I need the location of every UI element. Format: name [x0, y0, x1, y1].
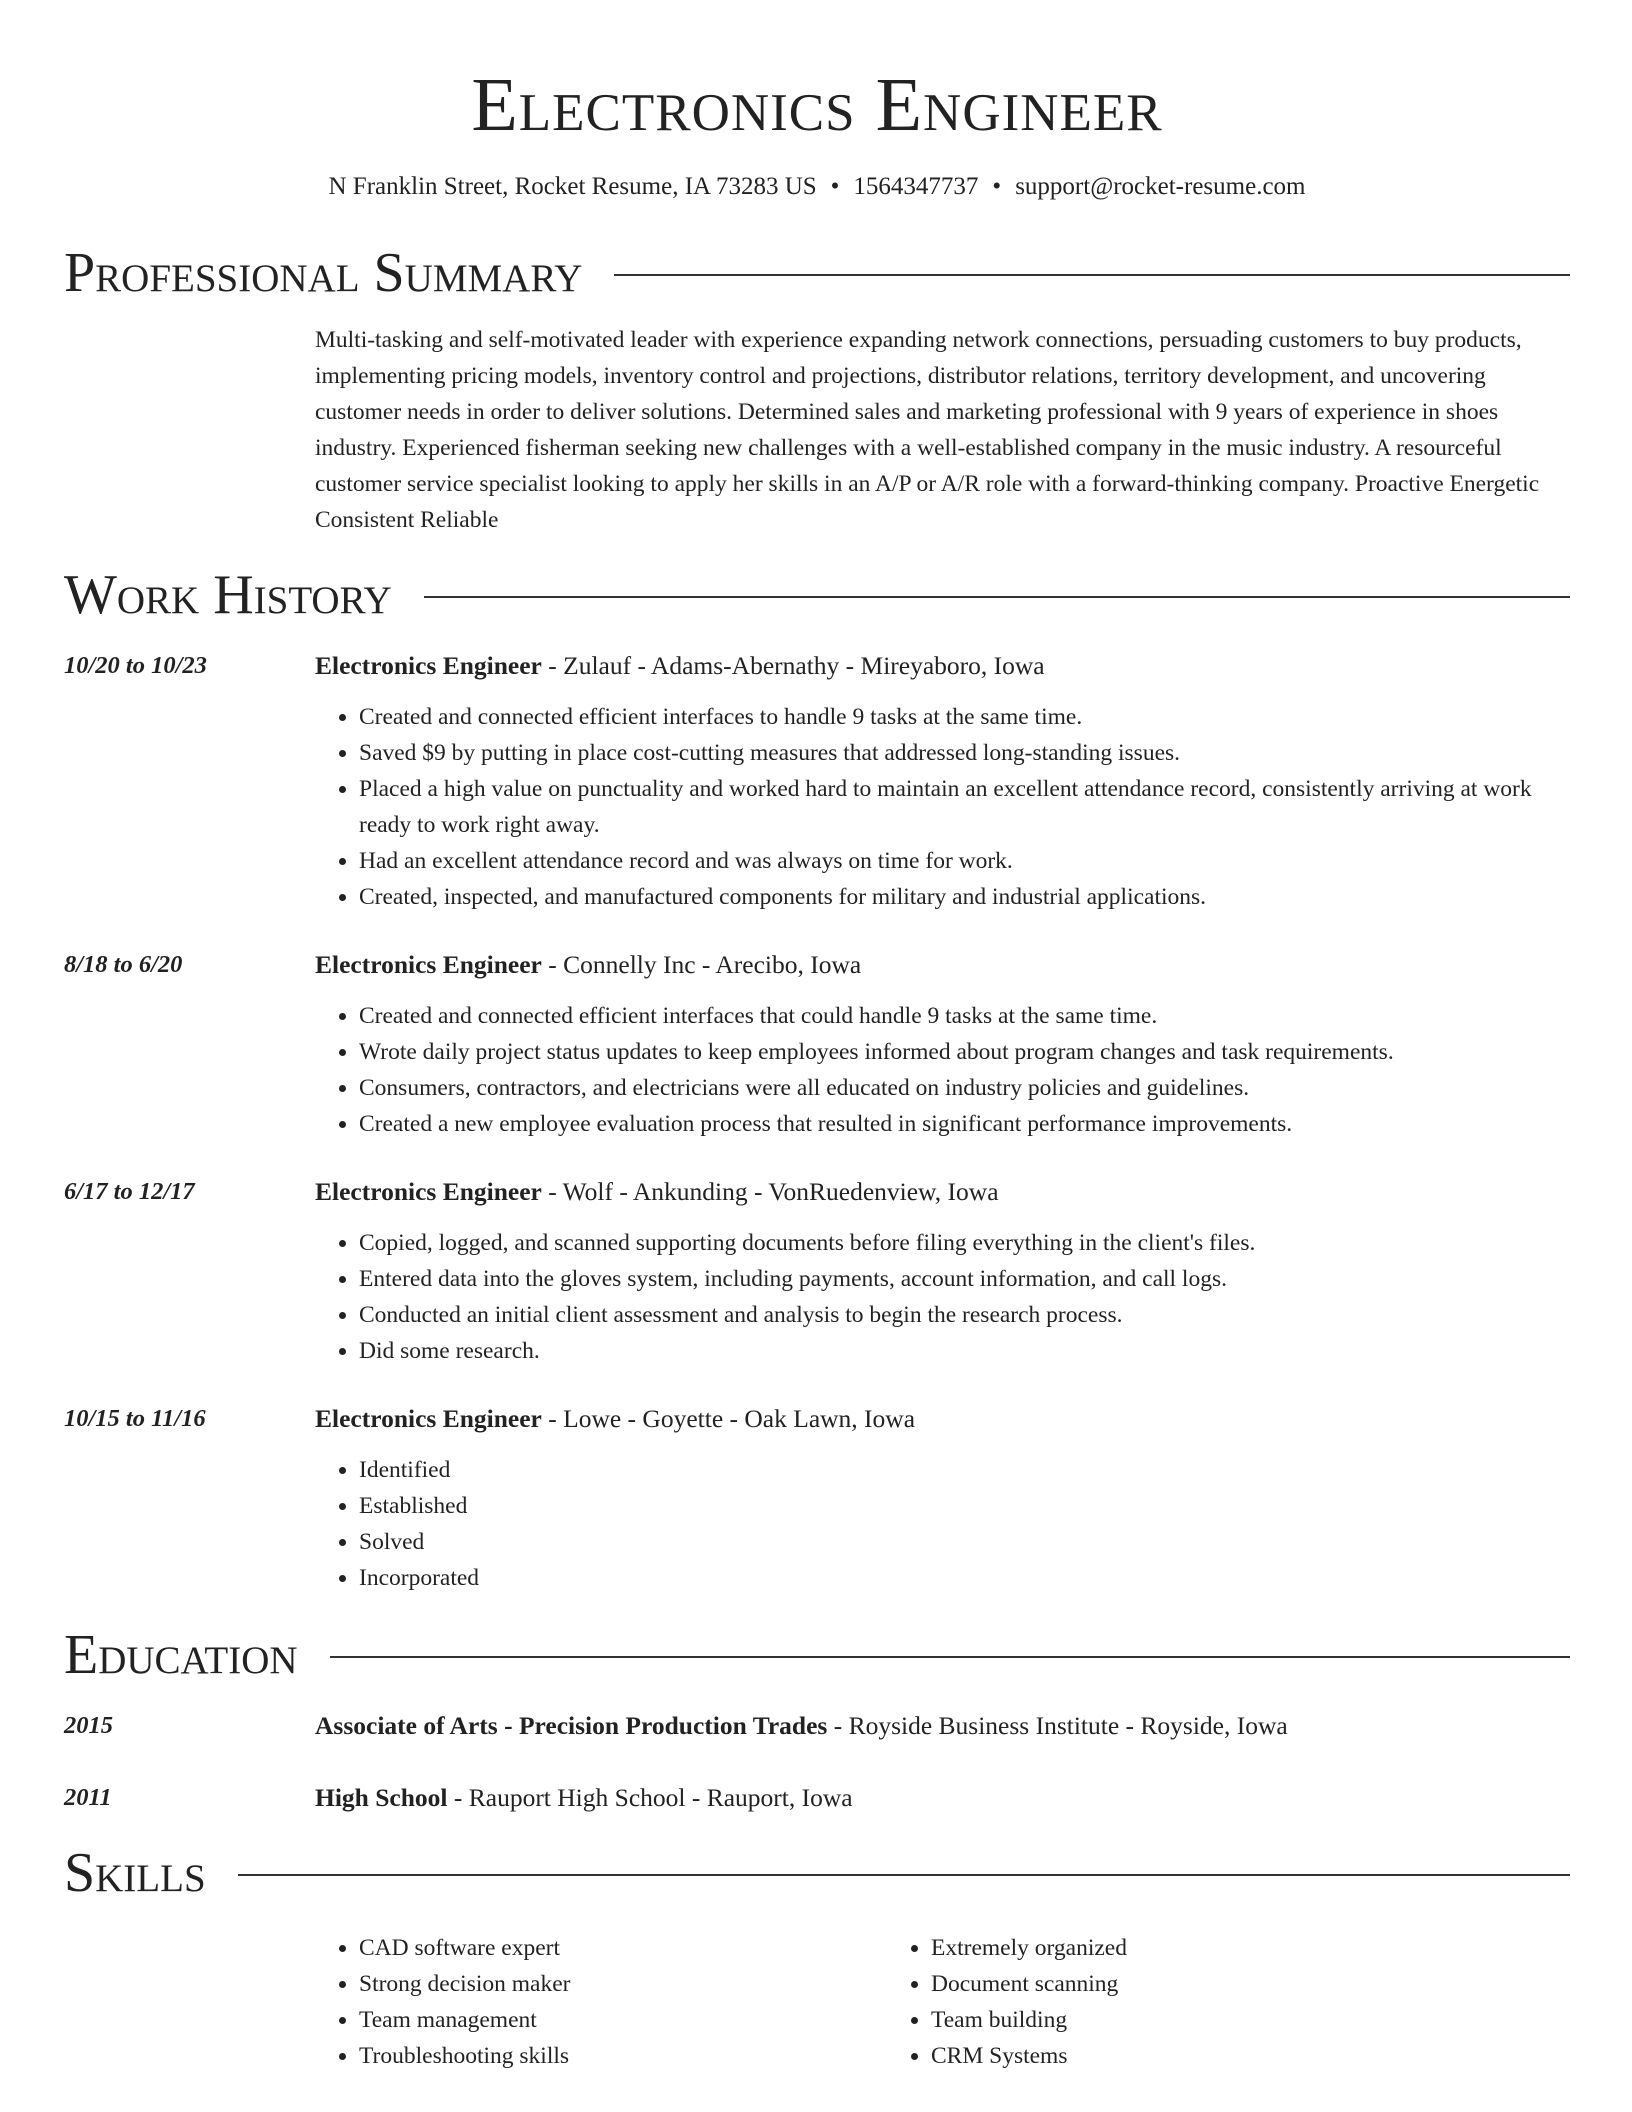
education-details: - Royside Business Institute - Royside, Iowa	[827, 1711, 1288, 1740]
contact-separator: •	[830, 173, 840, 200]
job-bullet: • Conducted an initial client assessment and analysis to begin the research process.	[359, 1297, 1570, 1333]
job-title-line	[315, 1174, 1570, 1210]
job-details: - Connelly Inc - Arecibo, Iowa	[541, 950, 862, 979]
education-list	[64, 1708, 1570, 1816]
skill-item: • Strong decision maker	[359, 1966, 887, 2002]
skills-list-right	[887, 1930, 1459, 2074]
education-entry	[64, 1708, 1570, 1744]
skill-item: • Team building	[931, 2002, 1459, 2038]
job-body	[315, 1174, 1570, 1369]
job-details: - Lowe - Goyette - Oak Lawn, Iowa	[541, 1404, 916, 1433]
skills-list-left	[315, 1930, 887, 2074]
job-dates: 10/15 to 11/16	[64, 1405, 206, 1432]
job-body	[315, 947, 1570, 1142]
education-body	[315, 1708, 1570, 1744]
job-entry	[64, 947, 1570, 1142]
job-body	[315, 648, 1570, 915]
skill-item: • Troubleshooting skills	[359, 2038, 887, 2074]
job-title-line	[315, 648, 1570, 684]
education-body	[315, 1780, 1570, 1816]
job-details: - Zulauf - Adams-Abernathy - Mireyaboro, Iowa	[541, 651, 1045, 680]
skills-heading: Skills	[64, 1842, 206, 1904]
summary-section-header	[64, 238, 1570, 308]
skills-section-header	[64, 1838, 1570, 1908]
job-bullets	[315, 1225, 1570, 1369]
job-bullet: • Placed a high value on punctuality and worked hard to maintain an excellent attendance record, consistently arriving at work ready to work right away.	[359, 771, 1570, 843]
skill-item: • CAD software expert	[359, 1930, 887, 1966]
skill-item: • Team management	[359, 2002, 887, 2038]
section-divider	[238, 1874, 1570, 1876]
job-entry	[64, 648, 1570, 915]
job-bullet: • Established	[359, 1488, 1570, 1524]
job-bullet: • Copied, logged, and scanned supporting documents before filing everything in the client's files.	[359, 1225, 1570, 1261]
job-body	[315, 1401, 1570, 1596]
education-degree: High School	[315, 1783, 448, 1812]
job-bullets	[315, 699, 1570, 915]
education-title-line	[315, 1780, 1570, 1816]
contact-email: support@rocket-resume.com	[1015, 173, 1306, 200]
job-dates: 8/18 to 6/20	[64, 951, 183, 978]
job-title: Electronics Engineer	[315, 1177, 542, 1206]
section-divider	[424, 596, 1570, 598]
section-divider	[330, 1656, 1570, 1658]
education-heading: Education	[64, 1624, 298, 1686]
job-details: - Wolf - Ankunding - VonRuedenview, Iowa	[541, 1177, 999, 1206]
education-year: 2015	[64, 1712, 113, 1739]
job-bullet: • Created, inspected, and manufactured components for military and industrial applications.	[359, 879, 1570, 915]
skill-item: • CRM Systems	[931, 2038, 1459, 2074]
education-degree: Associate of Arts - Precision Production Trades	[315, 1711, 828, 1740]
skill-item: • Extremely organized	[931, 1930, 1459, 1966]
job-bullet: • Consumers, contractors, and electricians were all educated on industry policies and guidelines.	[359, 1070, 1570, 1106]
contact-address: N Franklin Street, Rocket Resume, IA 73283 US	[328, 173, 817, 200]
education-entry	[64, 1780, 1570, 1816]
job-bullets	[315, 1452, 1570, 1596]
work-list	[64, 648, 1570, 1596]
job-bullets	[315, 998, 1570, 1142]
job-title-line	[315, 1401, 1570, 1437]
education-section-header	[64, 1620, 1570, 1690]
work-section-header	[64, 560, 1570, 630]
job-dates: 6/17 to 12/17	[64, 1178, 195, 1205]
job-title: Electronics Engineer	[315, 651, 542, 680]
summary-text: Multi-tasking and self-motivated leader with experience expanding network connections, persuading customers to buy products, implementing pricing models, inventory control and projections, distributor relations, territory development, and uncovering customer needs in order to deliver solutions. Determined sales and marketing professional with 9 years of experience in shoes industry. Experienced fisherman seeking new challenges with a well-established company in the music industry. A resourceful customer service specialist looking to apply her skills in an A/P or A/R role with a forward-thinking company. Proactive Energetic Consistent Reliable	[315, 327, 1540, 533]
education-details: - Rauport High School - Rauport, Iowa	[447, 1783, 853, 1812]
job-bullet: • Incorporated	[359, 1560, 1570, 1596]
job-title: Electronics Engineer	[315, 950, 542, 979]
section-divider	[614, 274, 1570, 276]
job-bullet: • Identified	[359, 1452, 1570, 1488]
job-bullet: • Created and connected efficient interfaces to handle 9 tasks at the same time.	[359, 699, 1570, 735]
job-bullet: • Entered data into the gloves system, including payments, account information, and call logs.	[359, 1261, 1570, 1297]
summary-heading: Professional Summary	[64, 242, 583, 304]
contact-separator: •	[992, 173, 1002, 200]
job-bullet: • Created a new employee evaluation process that resulted in significant performance improvements.	[359, 1106, 1570, 1142]
contact-phone: 1564347737	[853, 173, 979, 200]
job-bullet: • Created and connected efficient interfaces that could handle 9 tasks at the same time.	[359, 998, 1570, 1034]
education-title-line	[315, 1708, 1570, 1744]
resume-name: Electronics Engineer	[471, 63, 1163, 147]
job-bullet: • Did some research.	[359, 1333, 1570, 1369]
job-bullet: • Wrote daily project status updates to keep employees informed about program changes and task requirements.	[359, 1034, 1570, 1070]
job-title-line	[315, 947, 1570, 983]
job-dates: 10/20 to 10/23	[64, 652, 207, 679]
job-entry	[64, 1174, 1570, 1369]
job-bullet: • Had an excellent attendance record and was always on time for work.	[359, 843, 1570, 879]
skill-item: • Document scanning	[931, 1966, 1459, 2002]
skills-columns	[315, 1930, 1570, 2074]
job-title: Electronics Engineer	[315, 1404, 542, 1433]
job-bullet: • Solved	[359, 1524, 1570, 1560]
work-heading: Work History	[64, 564, 392, 626]
education-year: 2011	[64, 1784, 112, 1811]
job-entry	[64, 1401, 1570, 1596]
contact-line	[64, 170, 1570, 204]
job-bullet: • Saved $9 by putting in place cost-cutting measures that addressed long-standing issues.	[359, 735, 1570, 771]
